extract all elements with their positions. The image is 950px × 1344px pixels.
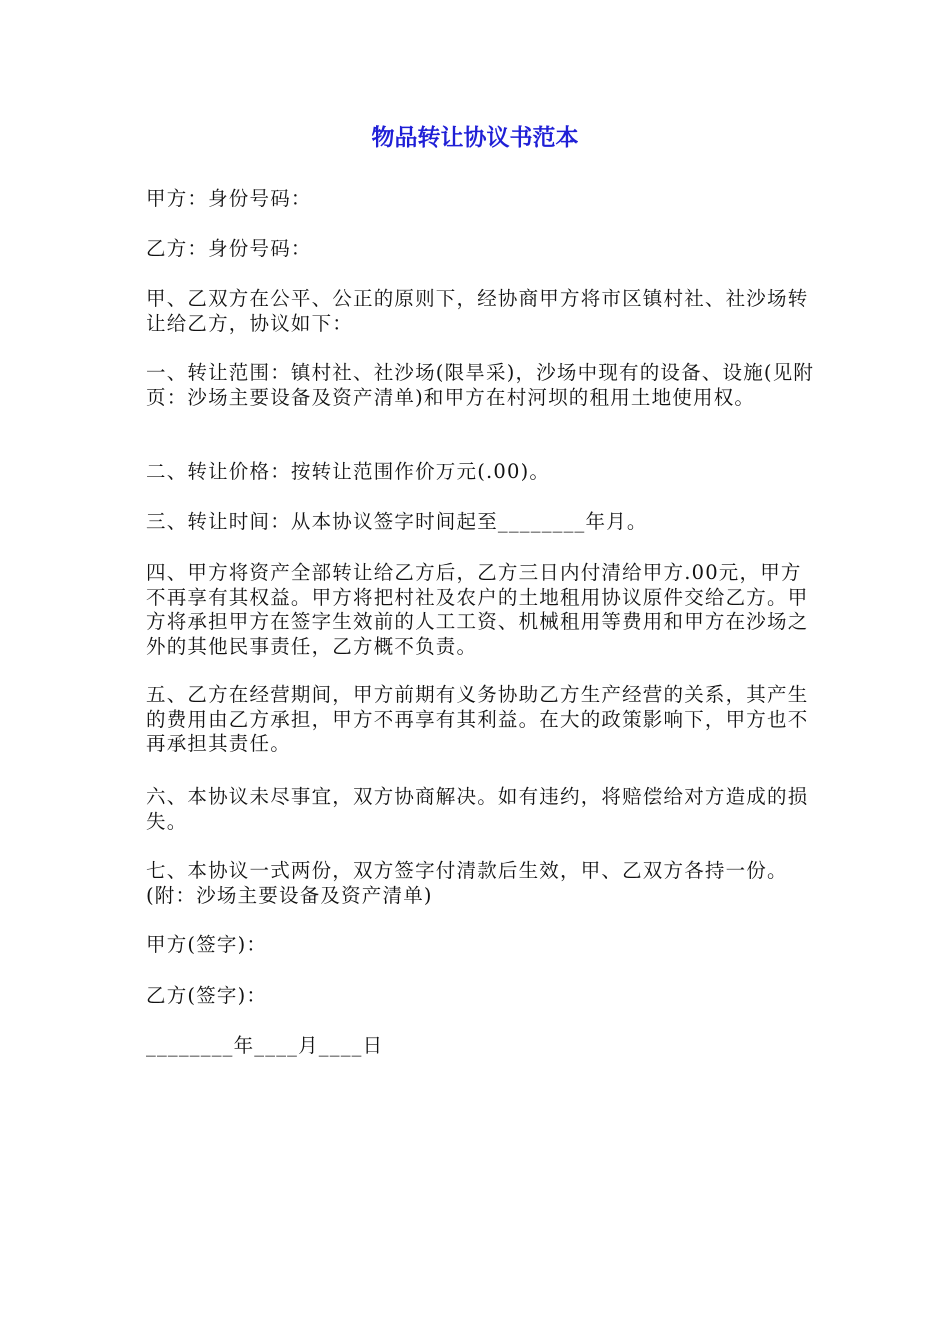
clause-7-copies: 七、本协议一式两份，双方签字付清款后生效，甲、乙双方各持一份。(附：沙场主要设备及资产清单) <box>146 859 788 907</box>
clause-6-disputes: 六、本协议未尽事宜，双方协商解决。如有违约，将赔偿给对方造成的损失。 <box>146 785 809 833</box>
clause-2-price: 二、转让价格：按转让范围作价万元(.00)。 <box>146 460 551 483</box>
party-b-id-line: 乙方：身份号码： <box>146 237 312 260</box>
party-a-id-line: 甲方：身份号码： <box>146 187 312 210</box>
document-title: 物品转让协议书范本 <box>371 125 579 151</box>
clause-1-scope: 一、转让范围：镇村社、社沙场(限旱采)，沙场中现有的设备、设施(见附页：沙场主要设备及资产清单)和甲方在村河坝的租用土地使用权。 <box>146 361 815 409</box>
intro-paragraph: 甲、乙双方在公平、公正的原则下，经协商甲方将市区镇村社、社沙场转让给乙方，协议如下： <box>146 287 809 335</box>
clause-5-operation: 五、乙方在经营期间，甲方前期有义务协助乙方生产经营的关系，其产生的费用由乙方承担，甲方不再享有其利益。在大的政策影响下，甲方也不再承担其责任。 <box>146 683 809 755</box>
party-a-signature-line: 甲方(签字)： <box>146 933 268 956</box>
date-line: ________年____月____日 <box>146 1034 384 1057</box>
clause-4-transfer: 四、甲方将资产全部转让给乙方后，乙方三日内付清给甲方.00元，甲方不再享有其权益。甲方将把村社及农户的土地租用协议原件交给乙方。甲方将承担甲方在签字生效前的人工工资、机械租用等费用和甲方在沙场之外的其他民事责任，乙方概不负责。 <box>146 561 809 658</box>
clause-3-time: 三、转让时间：从本协议签字时间起至________年月。 <box>146 510 648 533</box>
party-b-signature-line: 乙方(签字)： <box>146 984 268 1007</box>
